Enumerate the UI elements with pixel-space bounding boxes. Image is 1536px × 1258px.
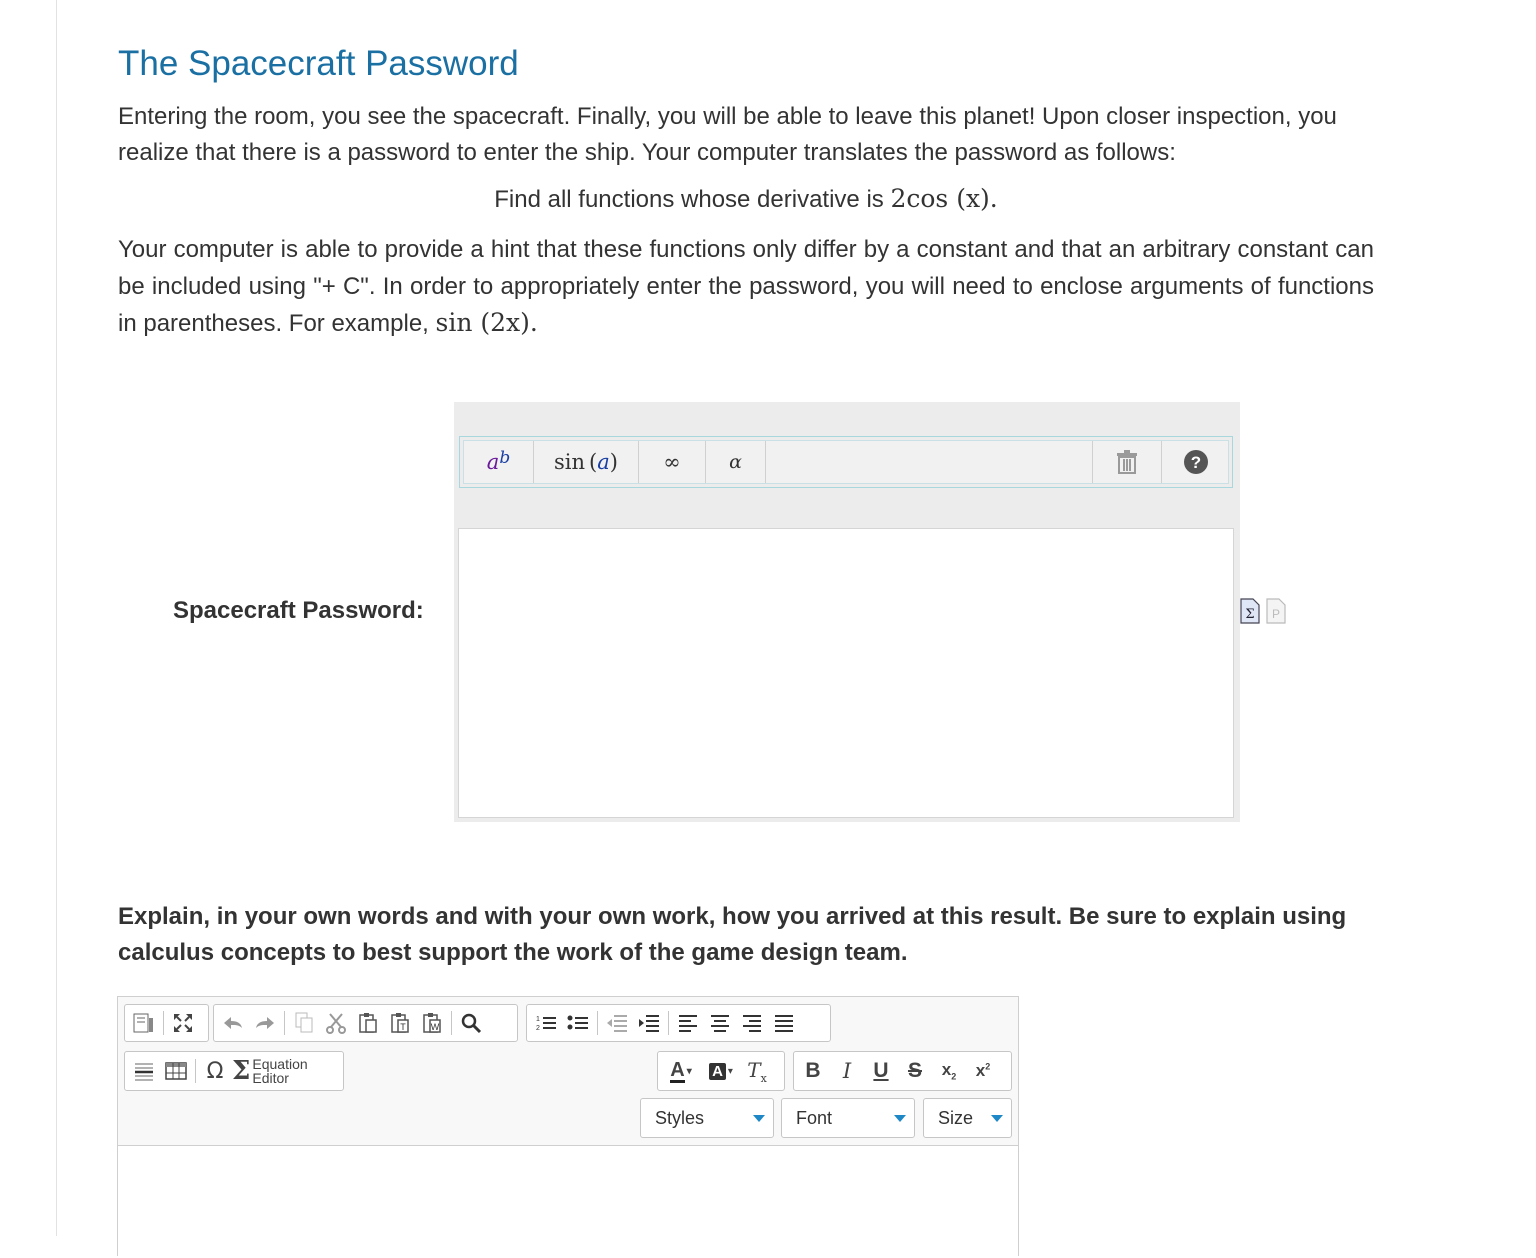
toolbar-separator [668,1011,669,1035]
background-color-icon: A [709,1063,726,1080]
equation-mode-icon[interactable] [1240,598,1260,624]
bold-icon: B [805,1059,821,1082]
math-toolbar-inner [463,440,1229,484]
remove-format-button[interactable] [742,1056,772,1086]
paste-button[interactable] [353,1008,383,1038]
editor-content-area[interactable] [118,1145,1018,1258]
subscript-button[interactable] [934,1056,964,1086]
hint-text: Your computer is able to provide a hint that these functions only differ by a constant and that an arbitrary constant can be included using "+ C". In order to appropriately enter the password, you will need to enclose arguments of functions in parentheses. For example, [118,236,1374,337]
sin-close-paren: ) [609,450,618,474]
size-label: Size [938,1107,974,1128]
infinity-symbol: ∞ [663,450,681,474]
view-group [124,1004,209,1042]
svg-text:Σ: Σ [1245,607,1255,622]
maximize-icon [172,1012,194,1034]
insert-group [124,1051,344,1091]
infinity-button[interactable] [639,441,706,483]
svg-text:P: P [1271,607,1281,621]
power-base: a [486,450,500,474]
justify-icon [774,1013,794,1033]
toolbar-separator [597,1011,598,1035]
paragraph-group [526,1004,831,1042]
trash-button[interactable] [1092,441,1162,483]
italic-icon: I [842,1059,852,1083]
size-dropdown[interactable] [923,1098,1012,1138]
underline-button[interactable] [866,1056,896,1086]
help-button[interactable] [1162,441,1230,483]
math-toolbar [459,436,1233,488]
maximize-button[interactable] [168,1008,198,1038]
text-color-button[interactable] [662,1056,700,1086]
page-left-border [56,0,57,1236]
align-right-icon [742,1013,762,1033]
equation-editor-label-line2: Editor [252,1070,289,1086]
strikethrough-icon: S [907,1059,922,1082]
undo-button[interactable] [218,1008,248,1038]
redo-button[interactable] [250,1008,280,1038]
underline-icon: U [873,1059,889,1082]
task-text: Find all functions whose derivative is [494,186,884,213]
table-icon [165,1061,187,1081]
align-left-icon [678,1013,698,1033]
chevron-down-icon: ▾ [727,1065,733,1077]
bold-button[interactable] [798,1056,828,1086]
chevron-down-icon [991,1115,1003,1122]
background-color-button[interactable] [702,1056,740,1086]
sin-argument: a [597,450,610,474]
power-button[interactable] [464,441,534,483]
copy-icon [294,1012,314,1034]
sin-function: sin [554,450,586,474]
toolbar-separator [163,1011,164,1035]
alpha-button[interactable] [706,441,766,483]
bulleted-list-button[interactable] [563,1008,593,1038]
math-input-widget [454,402,1240,822]
help-icon [1183,449,1209,475]
paste-word-button[interactable] [417,1008,447,1038]
paste-word-icon [422,1012,442,1034]
numbered-list-button[interactable] [531,1008,561,1038]
input-mode-icons [1240,598,1286,624]
source-icon [133,1012,155,1034]
color-group [657,1051,785,1091]
trash-icon [1116,450,1138,474]
strikethrough-button[interactable] [900,1056,930,1086]
chevron-down-icon [753,1115,765,1122]
align-right-button[interactable] [737,1008,767,1038]
indent-icon [638,1013,660,1033]
chevron-down-icon [894,1115,906,1122]
omega-icon: Ω [206,1058,224,1084]
paste-text-icon [390,1012,410,1034]
text-mode-icon[interactable] [1266,598,1286,624]
clipboard-group [213,1004,518,1042]
cut-icon [326,1012,346,1034]
align-center-button[interactable] [705,1008,735,1038]
source-button[interactable] [129,1008,159,1038]
equation-editor-button[interactable] [232,1056,308,1086]
cut-button[interactable] [321,1008,351,1038]
svg-text:1: 1 [536,1016,540,1023]
toolbar-separator [451,1011,452,1035]
password-math-input[interactable] [458,528,1234,818]
outdent-button[interactable] [602,1008,632,1038]
sin-open-paren: ( [589,450,598,474]
superscript-icon: $x^2$ [975,1061,991,1080]
explain-prompt: Explain, in your own words and with your own work, how you arrived at this result. Be sure to explain using calculus concepts to best support the work of the game design team. [118,903,1347,966]
intro-paragraph: Entering the room, you see the spacecraft. Finally, you will be able to leave this planet! Upon closer inspection, you realize that there is a password to enter the ship. Your computer translates the password as follows: [118,103,1337,166]
task-line [118,184,1374,214]
alpha-symbol: α [729,451,742,473]
svg-text:2: 2 [536,1025,540,1032]
undo-icon [222,1014,244,1032]
special-char-button[interactable] [200,1056,230,1086]
superscript-button[interactable] [968,1056,998,1086]
numbered-list-icon [535,1013,557,1033]
text-color-icon: A [670,1058,685,1081]
redo-icon [254,1014,276,1032]
equation-editor-label-line1: Equation [252,1056,308,1072]
align-left-button[interactable] [673,1008,703,1038]
align-center-icon [710,1013,730,1033]
sin-button[interactable] [534,441,639,483]
paste-text-button[interactable] [385,1008,415,1038]
task-math: 2cos (x). [890,184,998,213]
styles-label: Styles [655,1107,705,1128]
font-label: Font [796,1107,833,1128]
hint-paragraph [118,232,1374,343]
styles-dropdown[interactable] [640,1098,774,1138]
horizontal-line-icon [134,1061,154,1081]
paste-icon [358,1012,378,1034]
toolbar-separator [195,1059,196,1083]
table-button[interactable] [161,1056,191,1086]
password-label: Spacecraft Password: [173,597,424,624]
find-button[interactable] [456,1008,486,1038]
remove-format-icon: $T_x$ [747,1057,767,1085]
bulleted-list-icon [567,1013,589,1033]
indent-button[interactable] [634,1008,664,1038]
svg-text:W: W [430,1022,440,1032]
power-exponent: b [499,448,511,468]
svg-text:?: ? [1190,453,1202,472]
page-title: The Spacecraft Password [118,44,519,83]
basic-style-group [793,1051,1012,1091]
subscript-icon: $x_2$ [941,1060,957,1082]
hint-math: sin (2x). [435,308,538,337]
font-dropdown[interactable] [781,1098,915,1138]
rich-text-editor [117,996,1019,1256]
copy-button[interactable] [289,1008,319,1038]
sigma-icon: Σ [232,1056,251,1086]
horizontal-line-button[interactable] [129,1056,159,1086]
justify-button[interactable] [769,1008,799,1038]
equation-editor-label [252,1057,307,1085]
outdent-icon [606,1013,628,1033]
toolbar-separator [284,1011,285,1035]
svg-text:T: T [400,1022,406,1032]
italic-button[interactable] [832,1056,862,1086]
search-icon [460,1012,482,1034]
chevron-down-icon: ▾ [686,1065,692,1077]
